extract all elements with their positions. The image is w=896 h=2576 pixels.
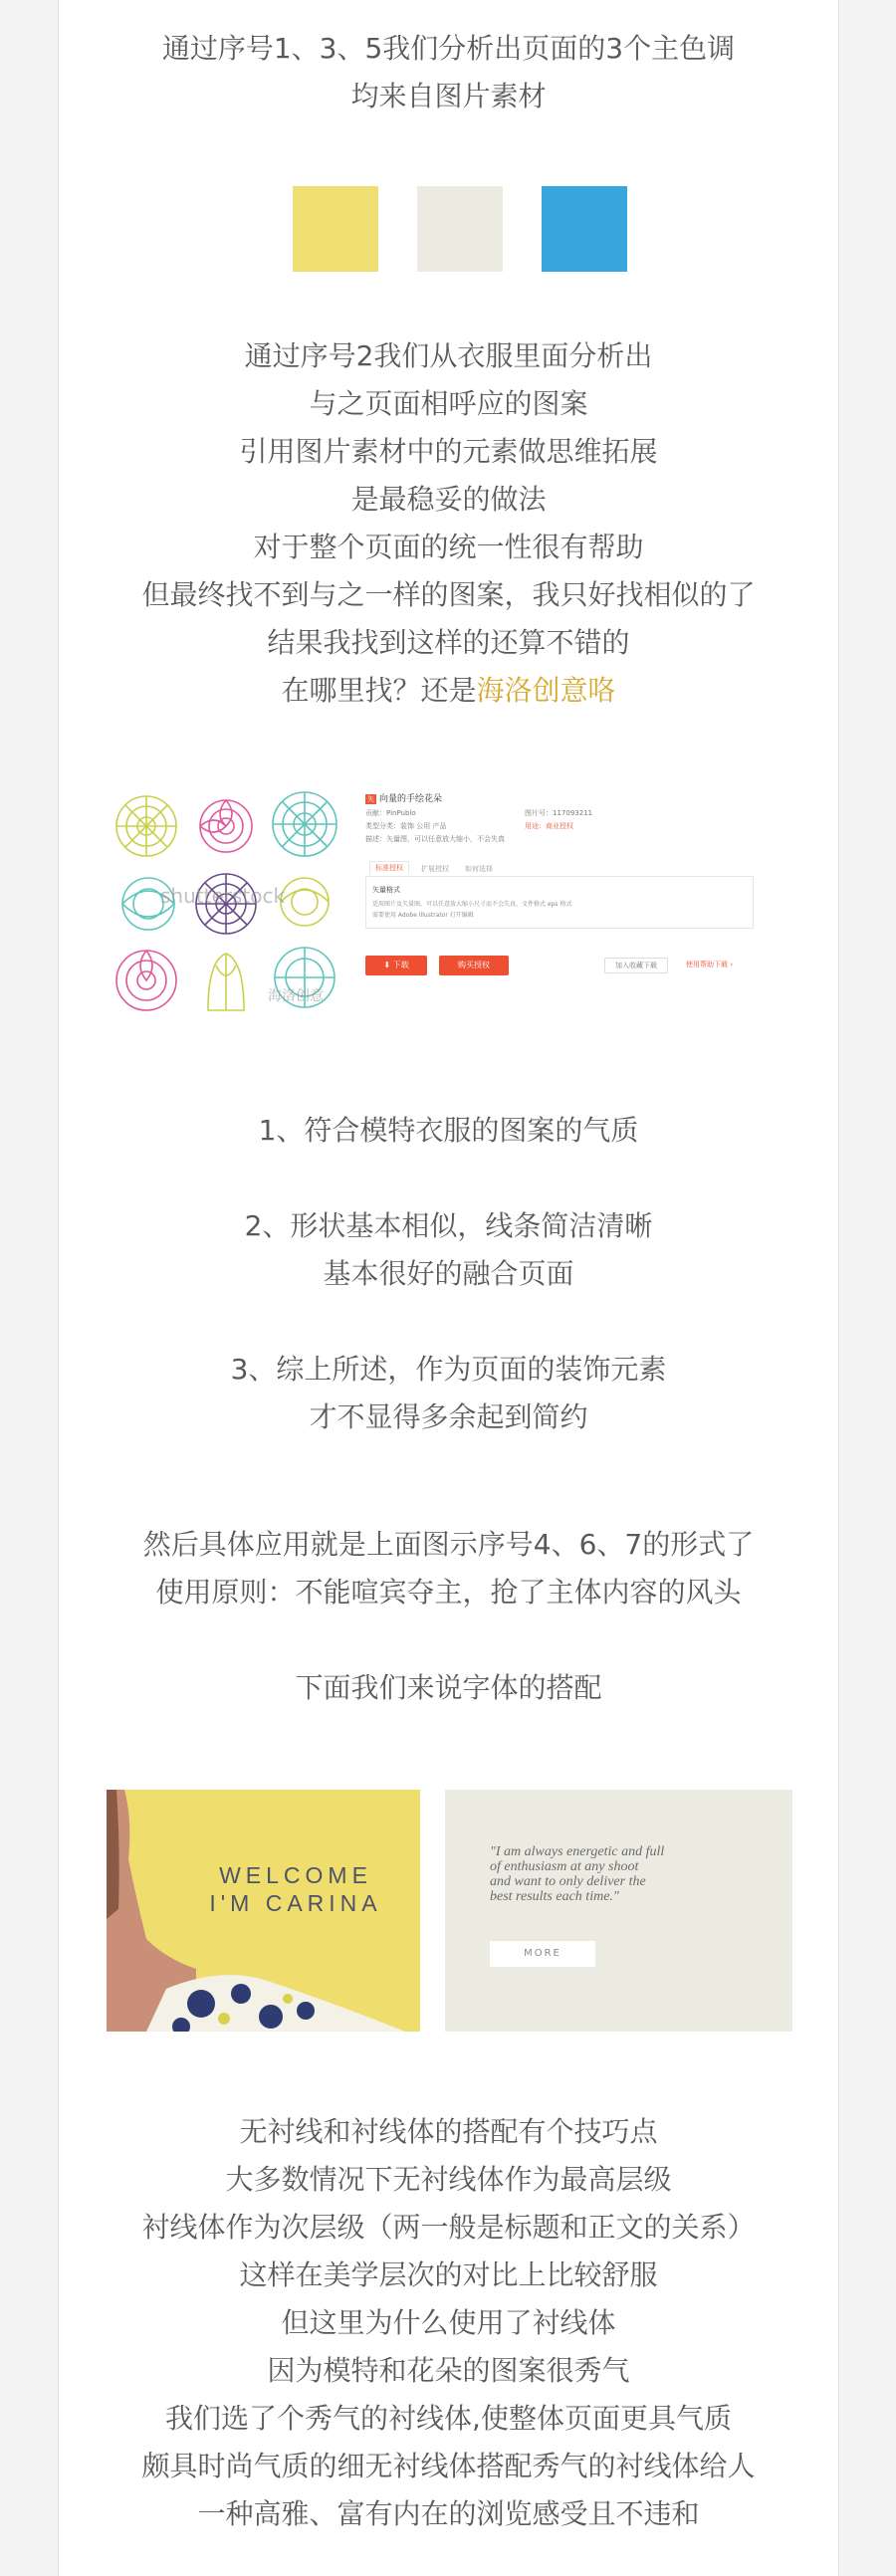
quote-line: best results each time." [490,1889,619,1904]
text-line: 因为模特和花朵的图案很秀气 [267,2354,630,2387]
text-line: 下面我们来说字体的搭配 [295,1671,602,1704]
color-swatch-blue [542,186,627,272]
text-line: 2、形状基本相似，线条简洁清晰 [244,1209,653,1242]
name-line: I'M CARINA [209,1890,382,1916]
tab-how-to-choose[interactable]: 如何选择 [465,865,493,873]
quote-line: of enthusiasm at any shoot [490,1859,639,1874]
font-pairing-text [59,2108,838,2538]
welcome-banner [107,1790,420,2032]
buy-license-button[interactable]: 购买授权 [439,956,509,975]
flower-icon [281,878,329,926]
meta-category: 类型分类：装饰 公用 产品 [365,822,447,830]
text-line: 是最稳妥的做法 [350,483,547,516]
text-line: 通过序号1、3、5我们分析出页面的3个主色调 [161,32,736,65]
pattern-analysis-text [59,332,838,715]
format-text: 需要使用 Adobe Illustrator 打开编辑 [372,912,474,919]
watermark: shutterstock [160,884,286,908]
tab-standard[interactable]: 标准授权 [369,861,409,875]
product-title-text: 向量的手绘花朵 [379,794,443,804]
meta-contributor: 贡献：PinPublo [365,809,416,817]
welcome-heading [156,1861,420,1917]
vector-tag: 矢 [367,795,374,803]
text-line: 但这里为什么使用了衬线体 [281,2306,616,2339]
text-line: 对于整个页面的统一性很有帮助 [253,531,644,563]
flower-icon [200,800,252,852]
welcome-line: WELCOME [219,1862,372,1888]
flower-icon [116,951,176,1010]
product-detail-panel [365,791,784,1020]
text-line: 结果我找到这样的还算不错的 [267,626,630,659]
text-line: 颇具时尚气质的细无衬线体搭配秀气的衬线体给人 [141,2450,756,2482]
flower-icon [273,792,336,856]
text-line: 与之页面相呼应的图案 [309,387,588,420]
watermark-logo: 海洛创意 [268,988,324,1004]
text-line: 一种高雅、富有内在的浏览感受且不违和 [197,2497,700,2530]
text-line: 使用原则：不能喧宾夺主，抢了主体内容的风头 [155,1576,742,1609]
text-line: 大多数情况下无衬线体作为最高层级 [225,2163,672,2196]
flower-icon [116,796,176,856]
article-card [58,0,839,2576]
testimonial-quote [490,1844,769,1904]
usage-text: 用途：商业授权 [525,822,573,830]
text-line: 这样在美学层次的对比上比较舒服 [239,2258,658,2291]
application-text [59,1521,838,1712]
tab-extended[interactable]: 扩展授权 [421,865,449,873]
format-heading: 矢量格式 [372,886,400,894]
flower-icon [208,954,244,1010]
meta-usage [525,821,573,831]
text-line: 基本很好的融合页面 [323,1257,574,1290]
text-line: 我们选了个秀气的衬线体,使整体页面更具气质 [165,2402,732,2435]
text-line: 才不显得多余起到简约 [309,1400,588,1433]
product-title [365,791,442,804]
source-link[interactable]: 海洛创意咯 [476,674,616,707]
meta-image-id: 图片号：117093211 [525,809,593,817]
meta-description: 描述：矢量图，可以任意放大缩小，不会失真 [365,835,505,843]
license-tabs [365,861,754,877]
text-line: 无衬线和衬线体的搭配有个技巧点 [239,2115,658,2148]
text-line: 但最终找不到与之一样的图案，我只好找相似的了 [141,578,756,611]
add-to-favorites-button[interactable]: 加入收藏下载 [604,958,668,973]
text-line: 然后具体应用就是上面图示序号4、6、7的形式了 [142,1528,755,1561]
download-button[interactable]: ⬇ 下载 [365,956,427,975]
pattern-reasons-text [59,1107,838,1441]
text-line: 3、综上所述，作为页面的装饰元素 [230,1353,667,1386]
text-line [59,1616,838,1664]
text-line: 通过序号2我们从衣服里面分析出 [244,339,653,372]
help-link[interactable]: 使用帮助下载 › [686,961,734,968]
text-line: 1、符合模特衣服的图案的气质 [258,1114,639,1147]
format-text: 适用图片及矢量图，可以任意放大缩小尺寸而不会失真，文件格式 eps 格式 [372,901,572,908]
text-line [59,1155,838,1202]
text-line [59,667,838,715]
text-line: 衬线体作为次层级（两一般是标题和正文的关系） [141,2211,756,2244]
quote-banner [445,1790,792,2032]
text-prefix: 在哪里找？还是 [281,674,477,707]
color-swatch-yellow [293,186,378,272]
intro-text [59,25,838,120]
text-line: 引用图片素材中的元素做思维拓展 [239,435,658,468]
more-button[interactable]: MORE [490,1941,595,1967]
text-line: 均来自图片素材 [350,80,547,112]
format-box [365,877,754,929]
text-line [59,1298,838,1346]
color-swatch-beige [417,186,503,272]
stock-site-screenshot [109,776,795,1035]
quote-line: "I am always energetic and full [490,1844,665,1859]
quote-line: and want to only deliver the [490,1874,646,1889]
